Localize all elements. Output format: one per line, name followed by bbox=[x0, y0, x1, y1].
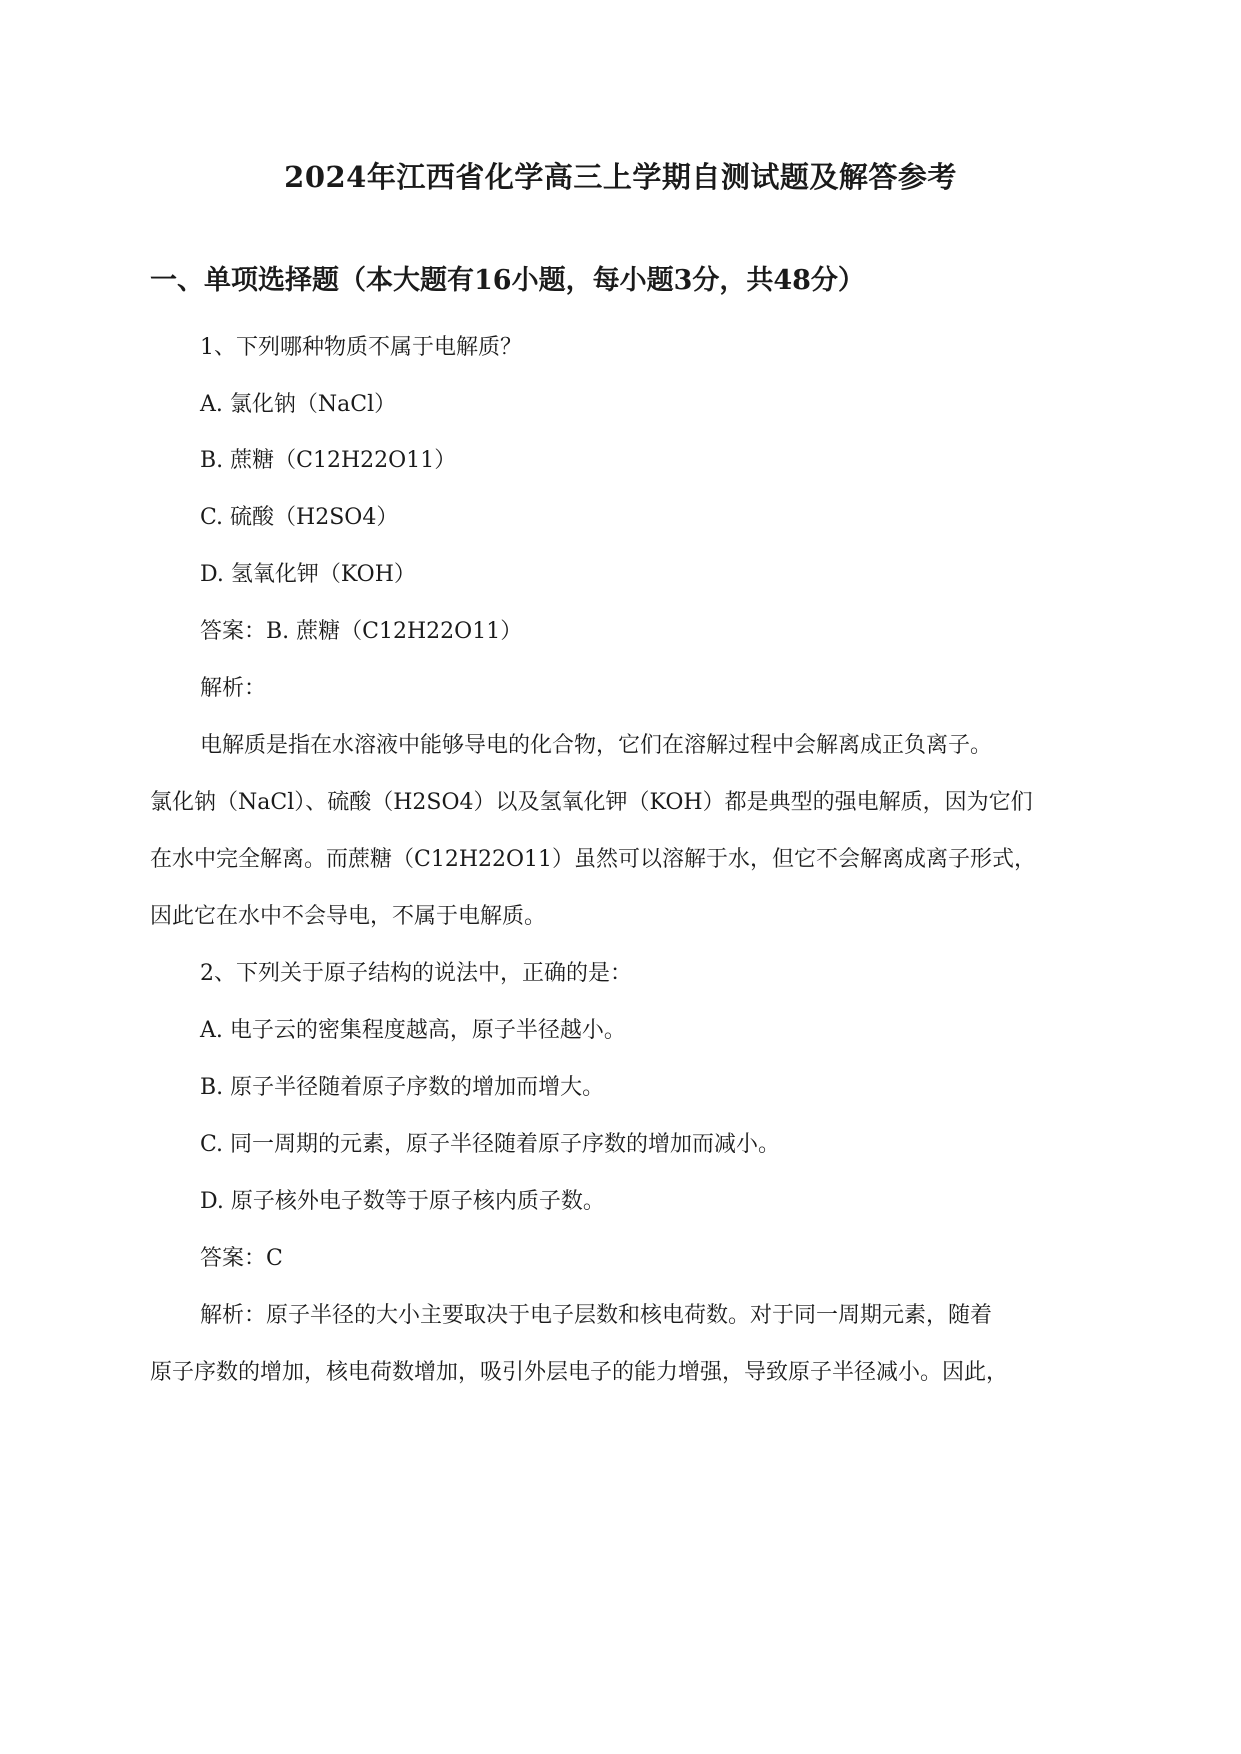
question-1-analysis-line: 氯化钠（NaCl）、硫酸（H2SO4）以及氢氧化钾（KOH）都是典型的强电解质，因为它们 bbox=[150, 790, 1033, 815]
question-1-option-b: B. 蔗糖（C12H22O11） bbox=[200, 448, 457, 473]
question-1-analysis-line: 在水中完全解离。而蔗糖（C12H22O11）虽然可以溶解于水，但它不会解离成离子形式， bbox=[150, 847, 1037, 872]
document-title: 2024年江西省化学高三上学期自测试题及解答参考 bbox=[284, 160, 957, 194]
section-heading: 一、单项选择题（本大题有16小题，每小题3分，共48分） bbox=[150, 265, 865, 296]
question-2-stem: 2、下列关于原子结构的说法中，正确的是： bbox=[200, 961, 632, 986]
question-2-answer: 答案：C bbox=[200, 1246, 283, 1271]
question-1-stem: 1、下列哪种物质不属于电解质？ bbox=[200, 335, 522, 360]
question-1-option-d: D. 氢氧化钾（KOH） bbox=[200, 562, 416, 587]
question-1-analysis-line: 电解质是指在水溶液中能够导电的化合物，它们在溶解过程中会解离成正负离子。 bbox=[200, 733, 993, 758]
question-2-option-b: B. 原子半径随着原子序数的增加而增大。 bbox=[200, 1075, 605, 1100]
question-2-option-c: C. 同一周期的元素，原子半径随着原子序数的增加而减小。 bbox=[200, 1132, 781, 1157]
question-2-option-a: A. 电子云的密集程度越高，原子半径越小。 bbox=[200, 1018, 626, 1043]
question-2-option-d: D. 原子核外电子数等于原子核内质子数。 bbox=[200, 1189, 605, 1214]
question-1-analysis-label: 解析： bbox=[200, 676, 267, 701]
question-1-option-c: C. 硫酸（H2SO4） bbox=[200, 505, 399, 530]
question-1-analysis-line: 因此它在水中不会导电，不属于电解质。 bbox=[150, 904, 547, 929]
question-1-option-a: A. 氯化钠（NaCl） bbox=[200, 392, 397, 417]
question-2-analysis-line: 解析：原子半径的大小主要取决于电子层数和核电荷数。对于同一周期元素，随着 bbox=[200, 1303, 993, 1328]
question-1-answer: 答案：B. 蔗糖（C12H22O11） bbox=[200, 619, 523, 644]
question-2-analysis-line: 原子序数的增加，核电荷数增加，吸引外层电子的能力增强，导致原子半径减小。因此， bbox=[150, 1360, 1009, 1385]
